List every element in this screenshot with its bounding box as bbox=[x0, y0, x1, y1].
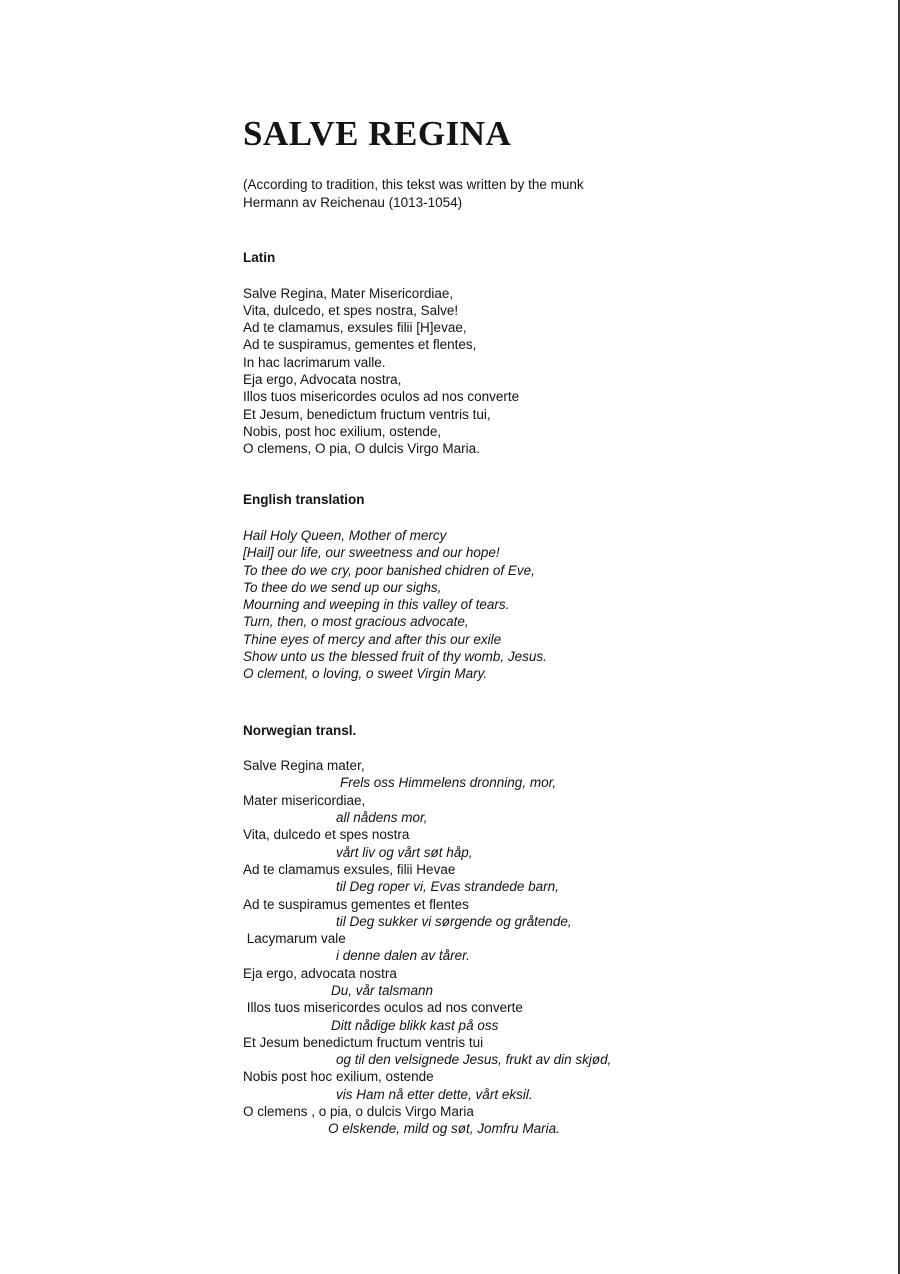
latin-line: Illos tuos misericordes oculos ad nos converte bbox=[243, 389, 520, 405]
norwegian-latin-line: Mater misericordiae, bbox=[243, 792, 366, 808]
norwegian-latin-line: Ad te clamamus exsules, filii Hevae bbox=[243, 861, 456, 877]
intro-line: (According to tradition, this tekst was written by the munk bbox=[243, 177, 584, 192]
document-body bbox=[243, 112, 863, 1138]
norwegian-translation-line: Frels oss Himmelens dronning, mor, bbox=[340, 775, 557, 791]
english-line: [Hail] our life, our sweetness and our hope! bbox=[243, 545, 500, 561]
english-line: Show unto us the blessed fruit of thy womb, Jesus. bbox=[243, 649, 547, 665]
english-line: To thee do we send up our sighs, bbox=[243, 579, 442, 595]
english-line: Turn, then, o most gracious advocate, bbox=[243, 614, 469, 630]
english-line: Thine eyes of mercy and after this our exile bbox=[243, 631, 502, 647]
intro-line: Hermann av Reichenau (1013-1054) bbox=[243, 194, 463, 210]
latin-text bbox=[243, 285, 863, 458]
latin-line: Vita, dulcedo, et spes nostra, Salve! bbox=[243, 302, 459, 318]
norwegian-latin-line: Nobis post hoc exilium, ostende bbox=[243, 1069, 434, 1085]
norwegian-latin-line: Lacymarum vale bbox=[243, 931, 346, 947]
latin-line: Ad te suspiramus, gementes et flentes, bbox=[243, 337, 477, 353]
latin-line: Ad te clamamus, exsules filii [H]evae, bbox=[243, 320, 467, 336]
latin-line: O clemens, O pia, O dulcis Virgo Maria. bbox=[243, 441, 480, 457]
latin-line: Salve Regina, Mater Misericordiae, bbox=[243, 285, 454, 301]
english-line: Mourning and weeping in this valley of tears. bbox=[243, 597, 510, 613]
norwegian-latin-line: Eja ergo, advocata nostra bbox=[243, 965, 397, 981]
norwegian-translation-line: og til den velsignede Jesus, frukt av din skjød, bbox=[336, 1052, 612, 1068]
latin-heading: Latin bbox=[243, 250, 276, 265]
norwegian-latin-line: O clemens , o pia, o dulcis Virgo Maria bbox=[243, 1104, 474, 1120]
norwegian-translation-line: i denne dalen av tårer. bbox=[336, 948, 470, 964]
intro-note bbox=[243, 176, 863, 211]
english-heading: English translation bbox=[243, 492, 365, 508]
norwegian-translation-line: vårt liv og vårt søt håp, bbox=[336, 844, 473, 860]
norwegian-translation-line: all nådens mor, bbox=[336, 810, 428, 826]
norwegian-latin-line: Salve Regina mater, bbox=[243, 758, 365, 774]
norwegian-latin-line: Et Jesum benedictum fructum ventris tui bbox=[243, 1034, 484, 1050]
english-text bbox=[243, 527, 863, 683]
norwegian-heading: Norwegian transl. bbox=[243, 722, 357, 738]
norwegian-latin-line: Illos tuos misericordes oculos ad nos converte bbox=[243, 1000, 523, 1016]
norwegian-translation-line: Du, vår talsmann bbox=[331, 983, 434, 998]
page-title: SALVE REGINA bbox=[243, 114, 512, 153]
norwegian-text bbox=[243, 757, 863, 1138]
norwegian-translation-line: vis Ham nå etter dette, vårt eksil. bbox=[336, 1086, 533, 1102]
norwegian-latin-line: Ad te suspiramus gementes et flentes bbox=[243, 896, 469, 912]
latin-line: In hac lacrimarum valle. bbox=[243, 354, 386, 370]
english-line: O clement, o loving, o sweet Virgin Mary. bbox=[243, 666, 488, 682]
norwegian-translation-line: til Deg sukker vi sørgende og gråtende, bbox=[336, 913, 572, 929]
english-line: Hail Holy Queen, Mother of mercy bbox=[243, 527, 447, 543]
latin-line: Eja ergo, Advocata nostra, bbox=[243, 371, 402, 387]
english-line: To thee do we cry, poor banished chidren of Eve, bbox=[243, 562, 535, 578]
norwegian-translation-line: Ditt nådige blikk kast på oss bbox=[331, 1017, 499, 1033]
norwegian-latin-line: Vita, dulcedo et spes nostra bbox=[243, 827, 410, 843]
latin-line: Et Jesum, benedictum fructum ventris tui, bbox=[243, 406, 491, 422]
latin-line: Nobis, post hoc exilium, ostende, bbox=[243, 423, 442, 439]
norwegian-translation-line: til Deg roper vi, Evas strandede barn, bbox=[336, 879, 559, 895]
norwegian-translation-line: O elskende, mild og søt, Jomfru Maria. bbox=[328, 1121, 560, 1137]
